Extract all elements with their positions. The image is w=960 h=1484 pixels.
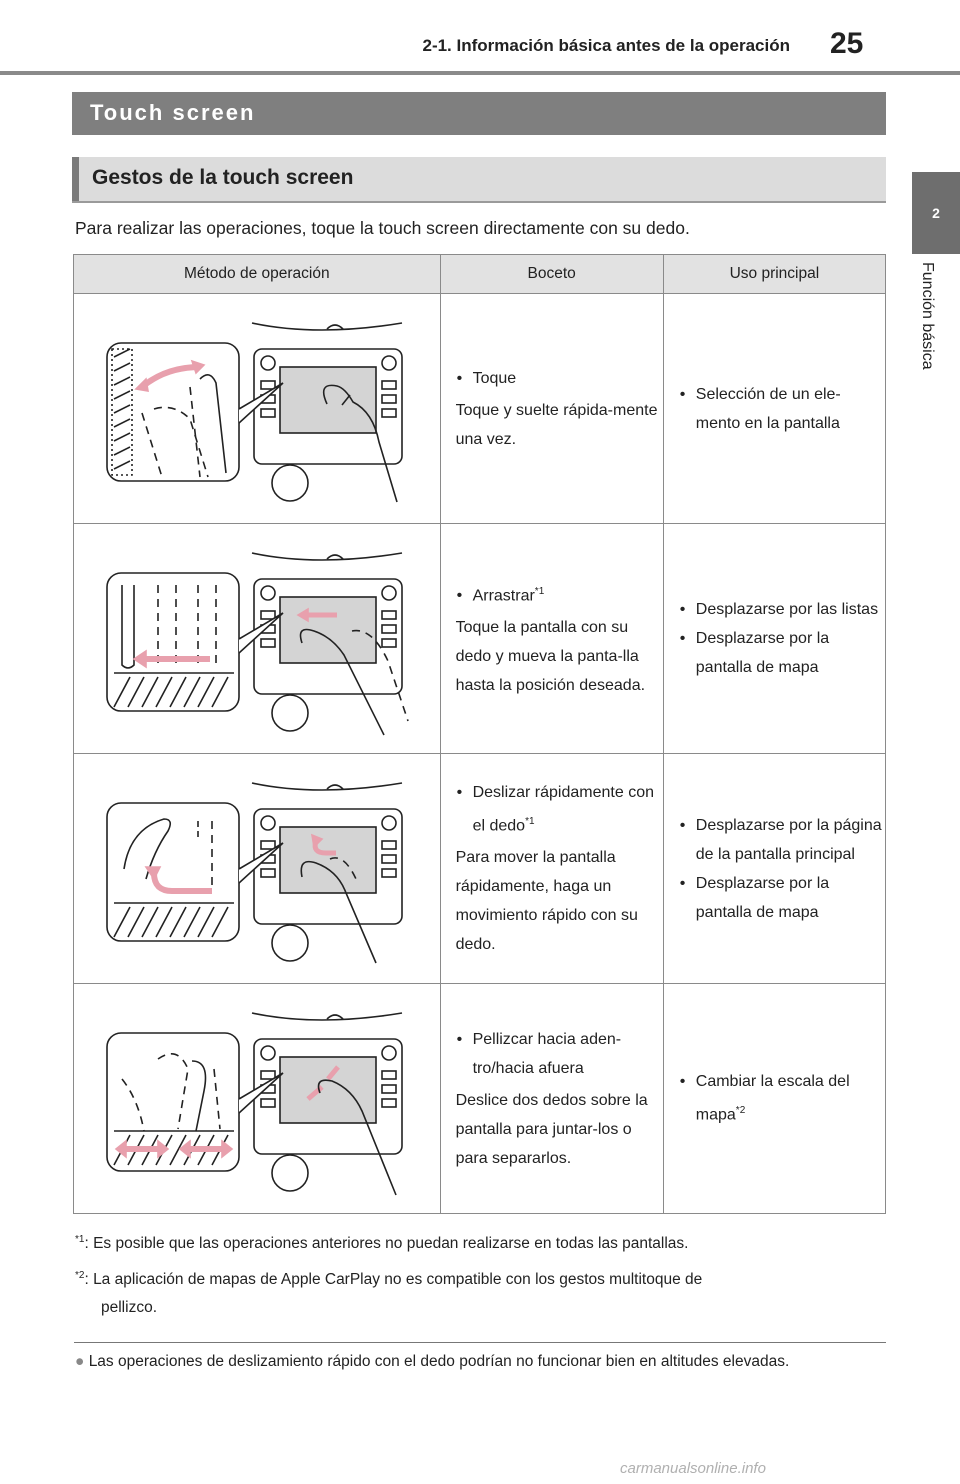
footnote-text-continued: pellizco.	[101, 1299, 157, 1317]
use-item	[678, 380, 885, 438]
gesture-label: Deslizar rápidamente con el dedo	[472, 783, 654, 835]
chapter-number: 2	[932, 205, 940, 221]
gesture-name	[455, 364, 663, 393]
watermark: carmanualsonline.info	[620, 1460, 766, 1477]
bullet-icon: •	[679, 874, 686, 892]
table-row	[74, 754, 886, 984]
footnote-ref: *2	[735, 1105, 746, 1117]
tap-gesture-illustration	[102, 309, 412, 509]
use-item	[678, 624, 885, 682]
gesture-description: Toque la pantalla con su dedo y mueva la panta-lla hasta la posición deseada.	[455, 619, 646, 695]
bullet-icon: •	[679, 816, 686, 834]
note-bullet-icon: ●	[75, 1353, 85, 1370]
gesture-name	[455, 778, 663, 840]
use-label: Desplazarse por la pantalla de mapa	[695, 630, 830, 676]
use-item	[678, 1067, 885, 1129]
sketch-cell	[440, 984, 663, 1214]
footnote-ref: *1	[525, 815, 535, 827]
use-label: Selección de un ele-mento en la pantalla	[695, 385, 841, 432]
bullet-icon: •	[456, 1030, 463, 1048]
footnote-ref: *1	[534, 585, 545, 597]
footnote-mark: *1	[75, 1234, 85, 1245]
footnote-2	[75, 1262, 875, 1322]
bullet-icon: •	[679, 630, 686, 647]
use-cell	[663, 754, 885, 984]
use-cell	[663, 984, 885, 1214]
gestures-table	[73, 254, 886, 1214]
footnote-text: : La aplicación de mapas de Apple CarPlay no es compatible con los gestos multitoque de	[84, 1271, 703, 1289]
gesture-description: Para mover la pantalla rápidamente, haga un movimiento rápido con su dedo.	[455, 849, 638, 954]
note-divider	[74, 1342, 886, 1343]
chapter-label: Función básica	[919, 262, 936, 370]
pinch-gesture-illustration	[102, 999, 412, 1199]
use-label: Cambiar la escala del mapa	[695, 1073, 850, 1124]
section-title: Touch screen	[90, 100, 256, 125]
use-item	[678, 595, 885, 624]
sketch-cell	[440, 754, 663, 984]
subsection-accent-bar	[72, 157, 79, 201]
bullet-icon: •	[679, 385, 686, 403]
bullet-icon: •	[679, 1073, 686, 1091]
flick-gesture-illustration	[102, 769, 412, 969]
gesture-name	[455, 577, 663, 610]
illustration-cell	[74, 984, 441, 1214]
chapter-tab	[912, 172, 960, 254]
subsection-heading	[72, 157, 886, 203]
header-divider	[0, 71, 960, 75]
column-header: Boceto	[440, 255, 663, 294]
column-header: Uso principal	[663, 255, 885, 294]
table-row	[74, 984, 886, 1214]
bullet-icon: •	[456, 587, 463, 605]
use-item	[678, 869, 885, 927]
page-number: 25	[830, 27, 864, 60]
use-label: Desplazarse por la página de la pantalla principal	[695, 816, 882, 863]
use-cell	[663, 294, 885, 524]
column-header: Método de operación	[74, 255, 441, 294]
bullet-icon: •	[456, 369, 463, 387]
illustration-cell	[74, 524, 441, 754]
running-header: 2-1. Información básica antes de la operación	[422, 36, 790, 55]
illustration-cell	[74, 294, 441, 524]
use-item	[678, 811, 885, 869]
table-row	[74, 524, 886, 754]
table-row	[74, 294, 886, 524]
footnote-text: : Es posible que las operaciones anteriores no puedan realizarse en todas las pantallas.	[84, 1235, 689, 1253]
footnote-1	[75, 1226, 688, 1258]
use-cell	[663, 524, 885, 754]
subsection-title: Gestos de la touch screen	[92, 166, 354, 189]
table-header-row	[74, 255, 886, 294]
use-label: Desplazarse por la pantalla de mapa	[695, 874, 830, 921]
note-text: Las operaciones de deslizamiento rápido con el dedo podrían no funcionar bien en altitudes elevadas.	[88, 1353, 790, 1370]
footnote-mark: *2	[75, 1270, 85, 1281]
section-heading	[72, 92, 886, 135]
bullet-icon: •	[456, 783, 463, 801]
bullet-icon: •	[679, 601, 686, 618]
drag-gesture-illustration	[102, 539, 412, 739]
gesture-label: Pellizcar hacia aden-tro/hacia afuera	[472, 1030, 622, 1077]
intro-paragraph: Para realizar las operaciones, toque la touch screen directamente con su dedo.	[75, 218, 690, 238]
note-paragraph	[75, 1351, 885, 1373]
sketch-cell	[440, 294, 663, 524]
gesture-name	[455, 1025, 663, 1083]
gesture-description: Deslice dos dedos sobre la pantalla para juntar-los o para separarlos.	[455, 1091, 648, 1167]
gesture-description: Toque y suelte rápida-mente una vez.	[455, 401, 658, 448]
chapter-side-label	[912, 262, 960, 432]
use-label: Desplazarse por las listas	[695, 601, 879, 618]
gesture-label: Toque	[472, 369, 517, 387]
sketch-cell	[440, 524, 663, 754]
illustration-cell	[74, 754, 441, 984]
gesture-label: Arrastrar	[472, 587, 535, 605]
